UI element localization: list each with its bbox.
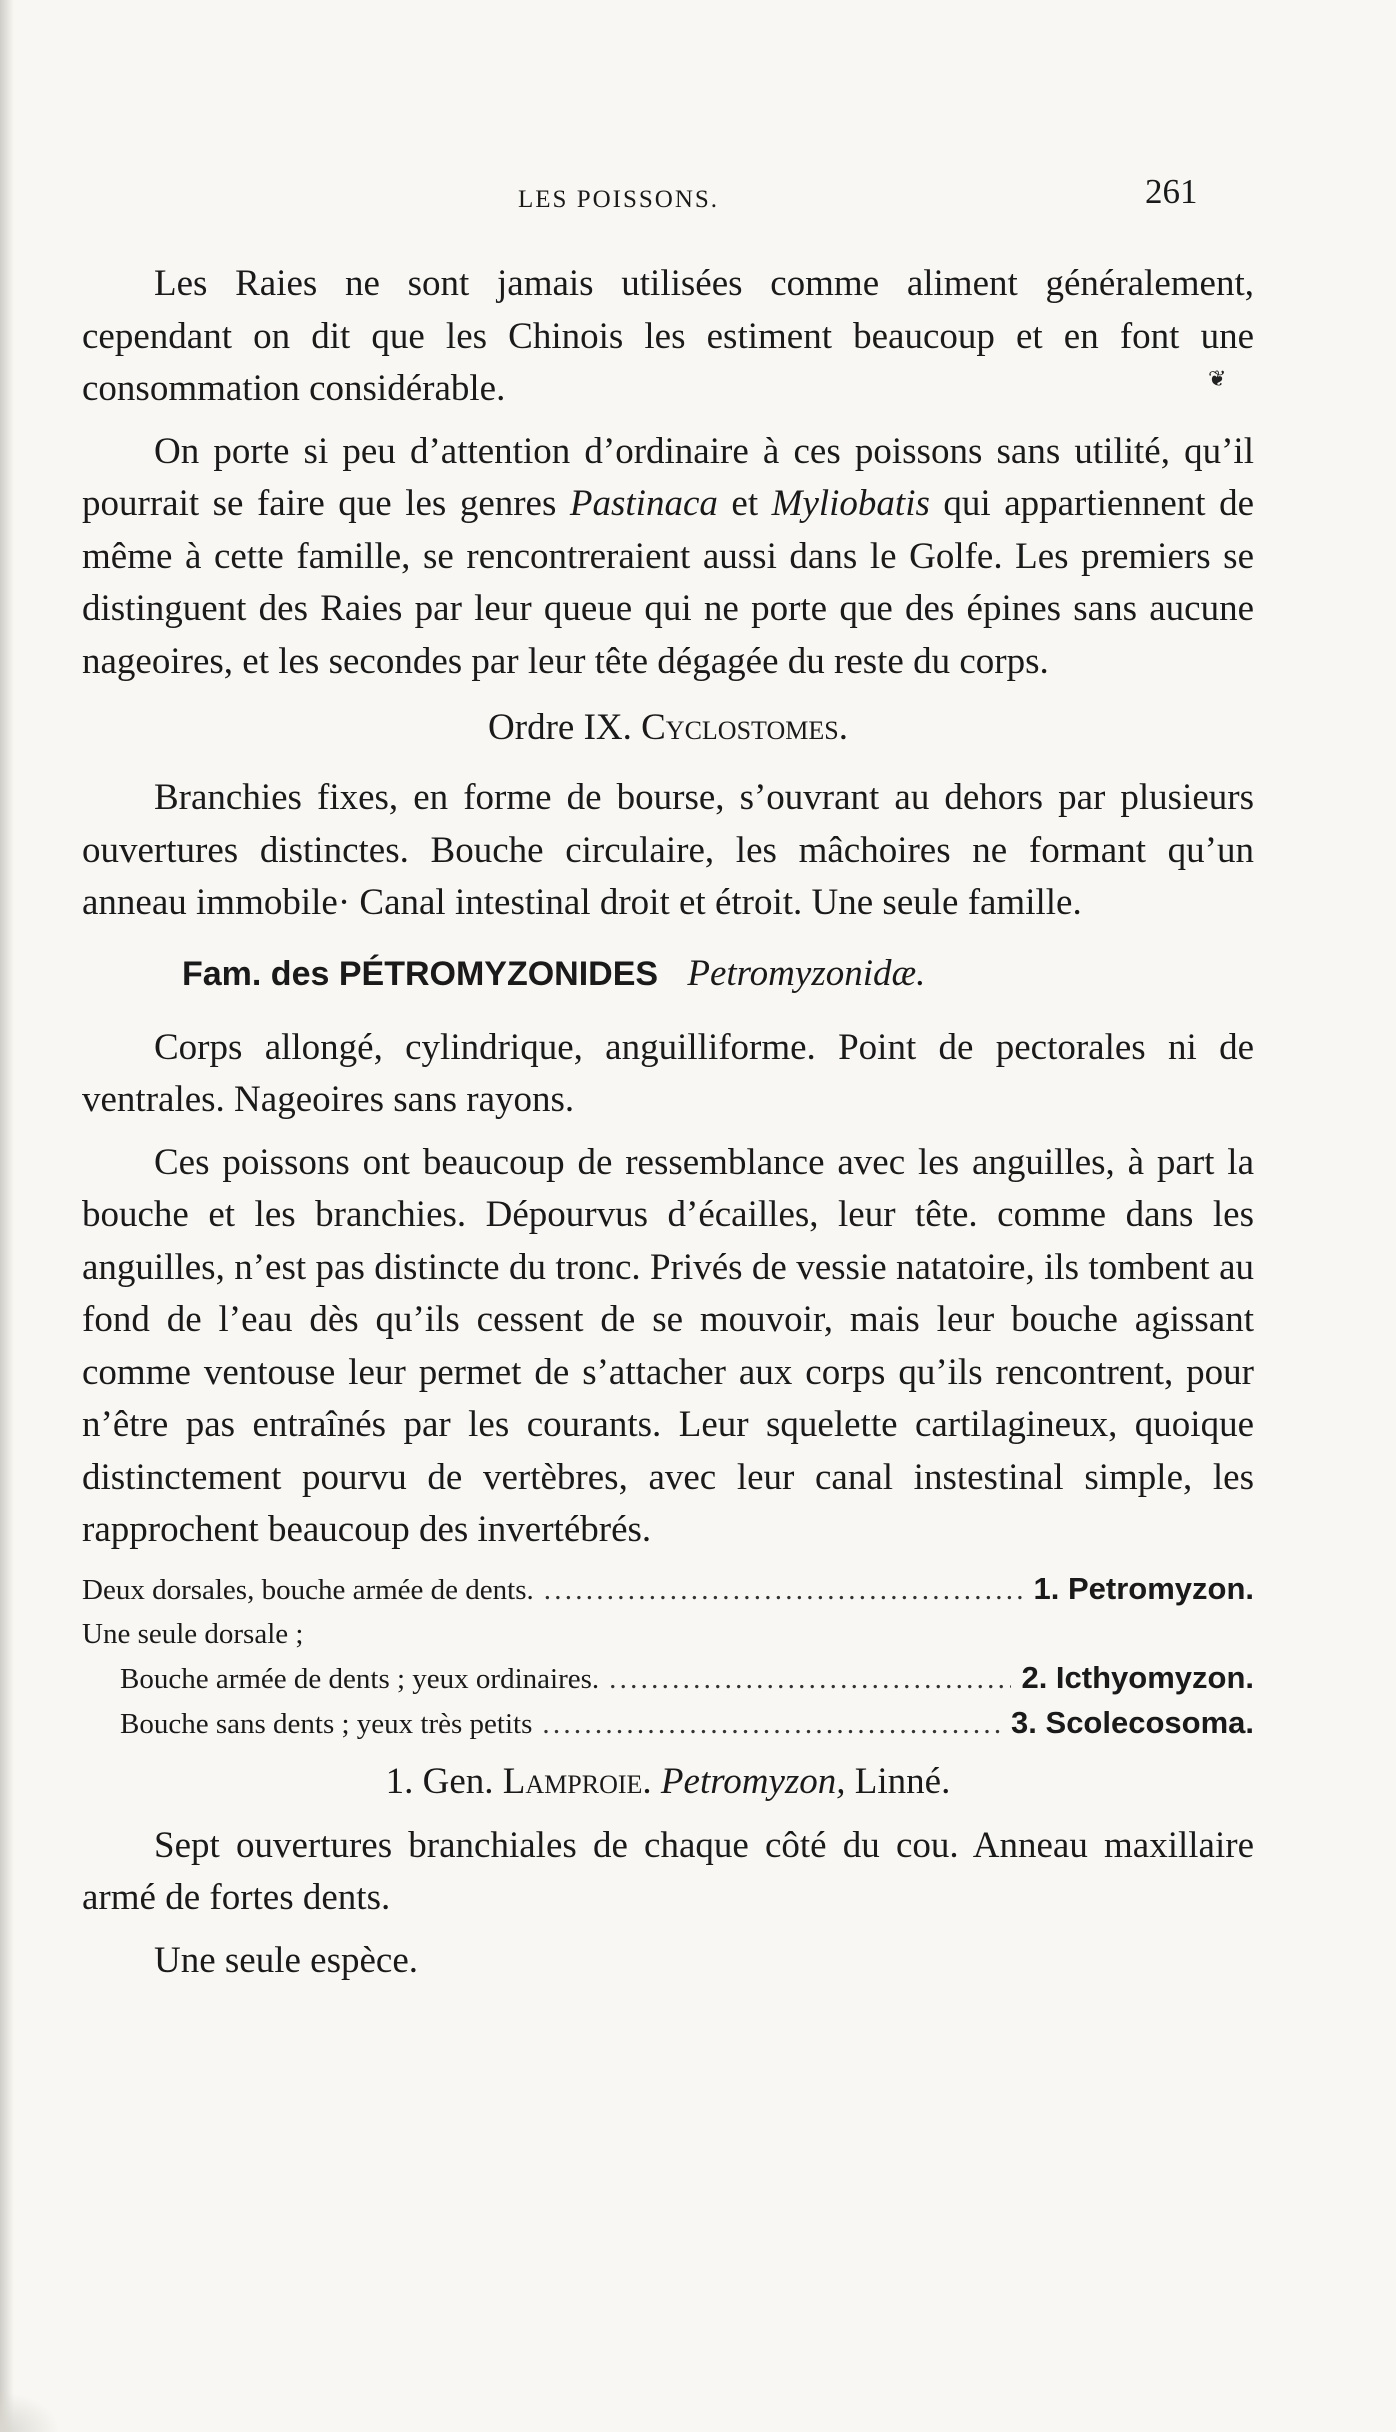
key-text: Bouche armée de dents ; yeux ordinaires. xyxy=(120,1662,600,1695)
key-row xyxy=(82,1701,1254,1746)
paragraph-corps: Corps allongé, cylindrique, anguilliforme. Point de pectorales ni de ventrales. Nageoires sans rayons. xyxy=(82,1026,1254,1120)
key-text: Une seule dorsale ; xyxy=(82,1617,304,1650)
paragraph-attention xyxy=(82,426,1254,689)
paragraph-text: qui appartiennent de même à cette famille, se rencontreraient aussi dans le Golfe. Les premiers se distinguent des Raies par leur queue qui ne porte que des épines sans aucune nageoires, et les secondes par leur tête dégagée du reste du corps. xyxy=(82,483,1254,682)
family-name: Fam. des PÉTROMYZONIDES xyxy=(182,954,659,993)
paragraph-branchies: Branchies fixes, en forme de bourse, s’ouvrant au dehors par plusieurs ouvertures distinctes. Bouche circulaire, les mâchoires ne formant qu’un anneau immobile· Canal intestinal droit et étroit. Une seule famille. xyxy=(82,777,1254,923)
key-result: 2. Icthyomyzon. xyxy=(1021,1659,1254,1695)
key-result: 1. Petromyzon. xyxy=(1033,1570,1254,1606)
genus-author: Linné. xyxy=(854,1760,951,1802)
genus-common-name: Lamproie. xyxy=(502,1760,652,1802)
genus-heading xyxy=(82,1756,1254,1808)
family-heading xyxy=(82,948,1254,1000)
order-heading xyxy=(82,702,1254,754)
page-edge-shadow xyxy=(0,0,14,2432)
paragraph-ouvertures: Sept ouvertures branchiales de chaque côté du cou. Anneau maxillaire armé de fortes dents. xyxy=(82,1824,1254,1918)
paragraph-espece: Une seule espèce. xyxy=(154,1939,419,1981)
running-head: LES POISSONS. xyxy=(518,186,720,213)
key-row xyxy=(82,1567,1254,1612)
order-number: Ordre IX. xyxy=(488,707,632,748)
key-text: Bouche sans dents ; yeux très petits xyxy=(120,1707,533,1740)
page-number: 261 xyxy=(1145,172,1198,211)
paragraph-ressemblance: Ces poissons ont beaucoup de ressemblance avec les anguilles, à part la bouche et les branchies. Dépourvus d’écailles, leur tête. comme dans les anguilles, n’est pas distincte du tronc. Privés de vessie natatoire, ils tombent au fond de l’eau dès qu’ils cessent de se mouvoir, mais leur bouche agissant comme ventouse leur permet de s’attacher aux corps qu’ils rencontrent, pour n’être pas entraînés par les courants. Leur squelette cartilagineux, quoique distinctement pourvu de vertèbres, avec leur canal instestinal simple, les rapprochent beaucoup des invertébrés. xyxy=(82,1141,1254,1550)
genus-latin-name: Petromyzon, xyxy=(660,1760,846,1802)
family-latin-name: Petromyzonidæ. xyxy=(687,952,926,994)
paragraph-text: On porte si peu d’attention d’ordinaire à ces poissons sans utilité, qu’il pourrait se faire que les genres xyxy=(82,430,1254,524)
page-corner-shadow xyxy=(0,2392,60,2432)
page-header xyxy=(0,172,1396,222)
key-text: Deux dorsales, bouche armée de dents. xyxy=(82,1573,534,1606)
margin-mark-asterisk: ❦ xyxy=(1208,366,1227,391)
order-name: Cyclostomes. xyxy=(641,707,848,748)
key-row xyxy=(82,1656,1254,1701)
paragraph-raies: Les Raies ne sont jamais utilisées comme aliment généralement, cependant on dit que les Chinois les estiment beaucoup et en font une consommation considérable. xyxy=(82,263,1254,409)
leader-dots xyxy=(609,1657,1011,1701)
paragraph-text: et xyxy=(717,483,772,524)
genus-number: 1. Gen. xyxy=(385,1760,494,1802)
key-row xyxy=(82,1612,1254,1656)
page-body xyxy=(82,258,1254,1997)
leader-dots xyxy=(542,1702,1001,1746)
identification-key xyxy=(82,1567,1254,1746)
genus-name: Pastinaca xyxy=(569,483,718,524)
genus-name: Myliobatis xyxy=(771,483,930,524)
leader-dots xyxy=(544,1568,1024,1612)
key-result: 3. Scolecosoma. xyxy=(1011,1704,1254,1740)
